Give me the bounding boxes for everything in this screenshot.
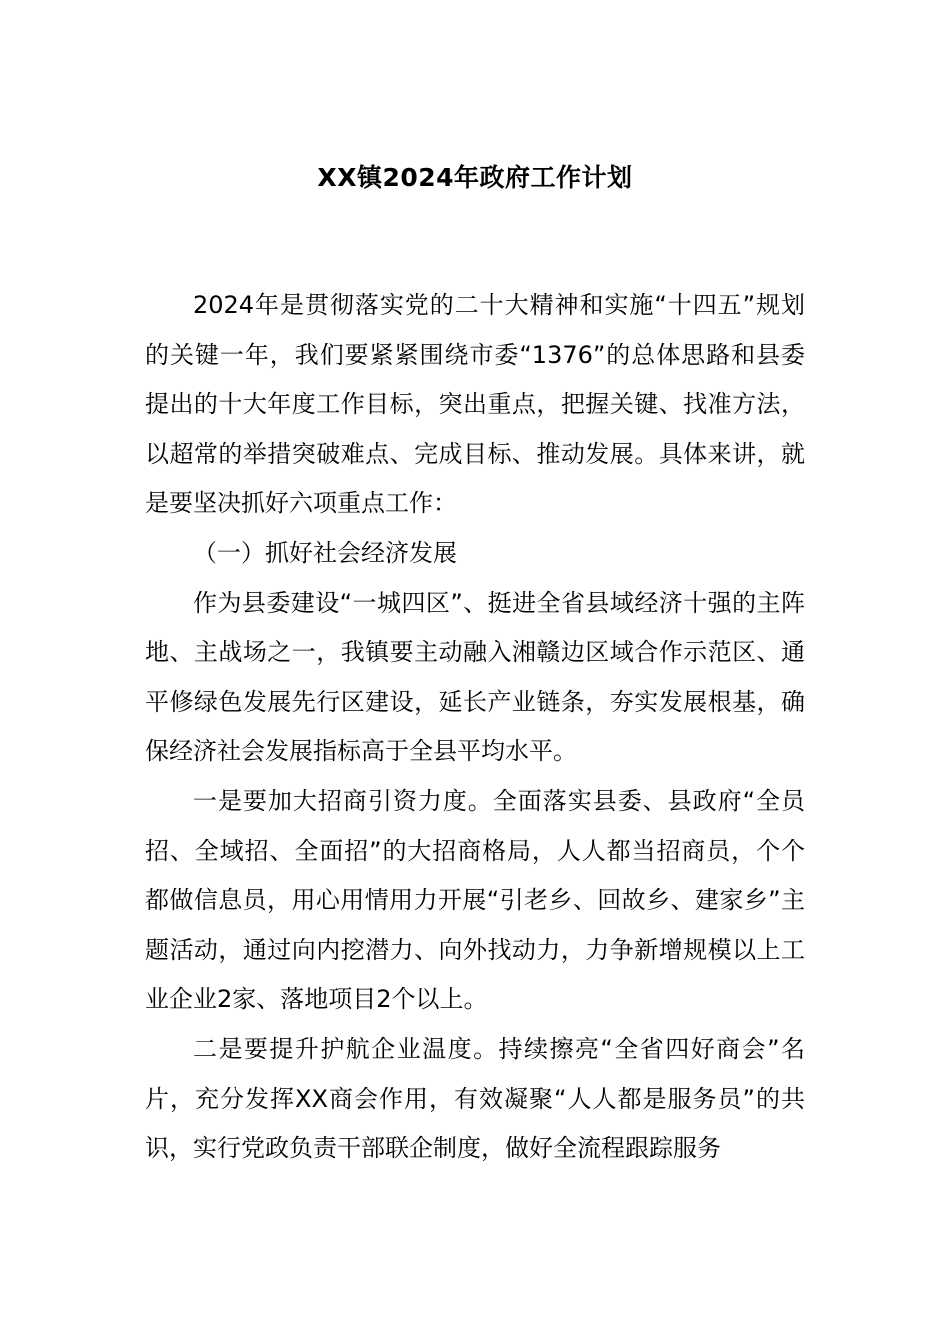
paragraph-intro: 2024年是贯彻落实党的二十大精神和实施“十四五”规划的关键一年，我们要紧紧围绕市委“1376”的总体思路和县委提出的十大年度工作目标，突出重点，把握关键、找准方法，以超常的举措突破难点、完成目标、推动发展。具体来讲，就是要坚决抓好六项重点工作： [145,291,805,518]
paragraph-overview: 作为县委建设“一城四区”、挺进全省县域经济十强的主阵地、主战场之一，我镇要主动融入湘赣边区域合作示范区、通平修绿色发展先行区建设，延长产业链条，夯实发展根基，确保经济社会发展指标高于全县平均水平。 [145,588,805,766]
paragraph-investment: 一是要加大招商引资力度。全面落实县委、县政府“全员招、全域招、全面招”的大招商格局，人人都当招商员，个个都做信息员，用心用情用力开展“引老乡、回故乡、建家乡”主题活动，通过向内挖潜力、向外找动力，力争新增规模以上工业企业2家、落地项目2个以上。 [145,786,805,1014]
document-body [145,281,805,1174]
document-title: XX镇2024年政府工作计划 [317,163,633,192]
section-heading: （一）抓好社会经济发展 [193,538,457,567]
paragraph-enterprise-service: 二是要提升护航企业温度。持续擦亮“全省四好商会”名片，充分发挥XX商会作用，有效凝聚“人人都是服务员”的共识，实行党政负责干部联企制度，做好全流程跟踪服务 [145,1034,805,1163]
